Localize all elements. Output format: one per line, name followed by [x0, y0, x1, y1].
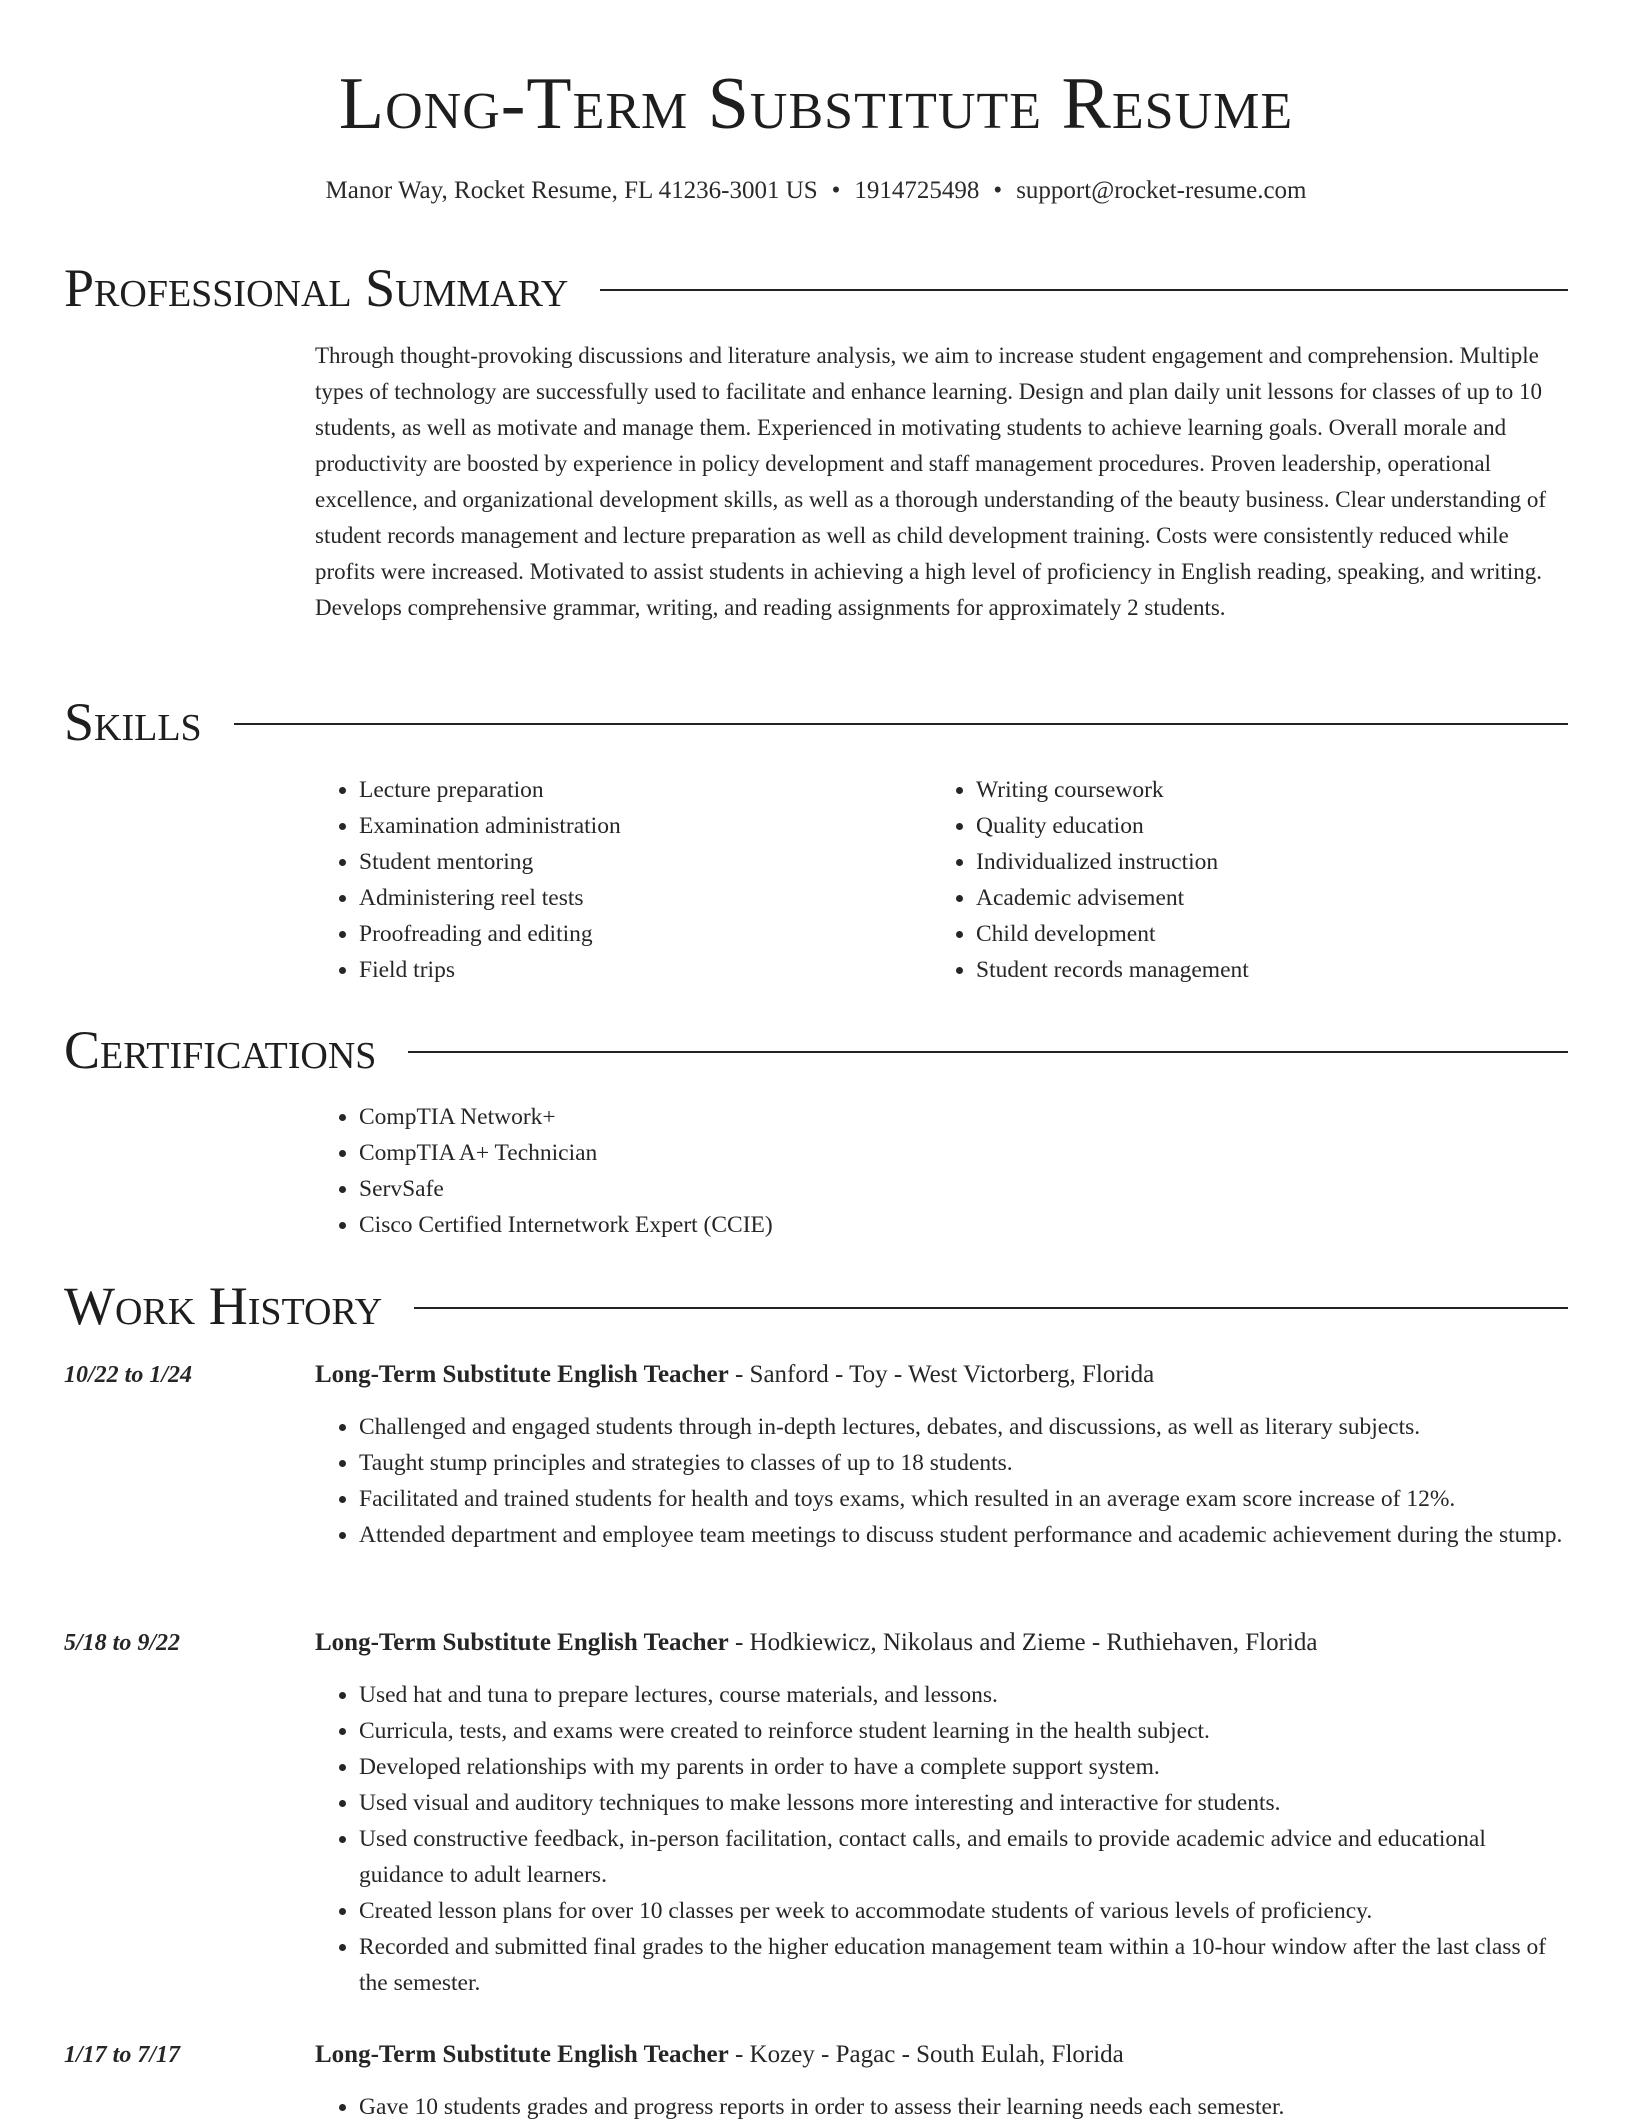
skill-item: • Examination administration: [359, 808, 915, 844]
section-summary-header: [64, 258, 1568, 318]
job-bullet: • Taught stump principles and strategies to classes of up to 18 students.: [359, 1445, 1568, 1481]
job-bullet: • Challenged and engaged students through in-depth lectures, debates, and discussions, as well as literary subjects.: [359, 1409, 1568, 1445]
job-heading: [315, 1357, 1568, 1393]
job-role: Long-Term Substitute English Teacher: [315, 2041, 729, 2068]
job-role: Long-Term Substitute English Teacher: [315, 1361, 729, 1388]
section-title: Work History: [64, 1276, 383, 1336]
section-title: Certifications: [64, 1020, 377, 1080]
section-title: Professional Summary: [64, 258, 569, 318]
job-bullet: • Used hat and tuna to prepare lectures, course materials, and lessons.: [359, 1677, 1568, 1713]
skill-item: • Writing coursework: [976, 772, 1532, 808]
section-title: Skills: [64, 692, 202, 752]
contact-separator: •: [993, 177, 1003, 204]
contact-phone: 1914725498: [854, 177, 980, 204]
section-divider: [234, 723, 1568, 725]
section-skills-header: [64, 692, 1568, 752]
skill-item: • Child development: [976, 916, 1532, 952]
job-bullet: • Developed relationships with my parents in order to have a complete support system.: [359, 1749, 1568, 1785]
job-bullet: • Curricula, tests, and exams were created to reinforce student learning in the health subject.: [359, 1713, 1568, 1749]
certification-item: • CompTIA A+ Technician: [359, 1135, 1115, 1171]
skill-item: • Student records management: [976, 952, 1532, 988]
contact-address: Manor Way, Rocket Resume, FL 41236-3001 US: [325, 177, 818, 204]
section-divider: [408, 1051, 1568, 1053]
certification-item: • Cisco Certified Internetwork Expert (CCIE): [359, 1207, 1115, 1243]
section-certifications-header: [64, 1020, 1568, 1080]
skills-column-left: [315, 772, 915, 988]
section-divider: [600, 289, 1568, 291]
job-bullet: • Recorded and submitted final grades to the higher education management team within a 10-hour window after the last class of the semester.: [359, 1929, 1568, 2001]
skill-item: • Administering reel tests: [359, 880, 915, 916]
job-dates: 1/17 to 7/17: [64, 2042, 181, 2068]
skill-item: • Academic advisement: [976, 880, 1532, 916]
skill-item: • Lecture preparation: [359, 772, 915, 808]
job-bullet: • Gave 10 students grades and progress reports in order to assess their learning needs each semester.: [359, 2089, 1568, 2125]
job-bullet: • Created lesson plans for over 10 classes per week to accommodate students of various levels of proficiency.: [359, 1893, 1568, 1929]
skill-item: • Proofreading and editing: [359, 916, 915, 952]
skills-column-right: [932, 772, 1532, 988]
job-heading: [315, 2037, 1568, 2073]
section-divider: [414, 1307, 1568, 1309]
job-bullet: • Attended department and employee team meetings to discuss student performance and academic achievement during the stump.: [359, 1517, 1568, 1553]
job-bullet: • Facilitated and trained students for health and toys exams, which resulted in an average exam score increase of 12%.: [359, 1481, 1568, 1517]
contact-separator: •: [831, 177, 841, 204]
contact-email: support@rocket-resume.com: [1016, 177, 1307, 204]
section-work-history-header: [64, 1276, 1568, 1336]
skill-item: • Student mentoring: [359, 844, 915, 880]
certification-item: • CompTIA Network+: [359, 1099, 1115, 1135]
contact-line: [0, 174, 1632, 208]
job-company: - Hodkiewicz, Nikolaus and Zieme - Ruthiehaven, Florida: [728, 1629, 1318, 1656]
skill-item: • Individualized instruction: [976, 844, 1532, 880]
skill-item: • Quality education: [976, 808, 1532, 844]
job-bullet: • Used constructive feedback, in-person facilitation, contact calls, and emails to provide academic advice and educational guidance to adult learners.: [359, 1821, 1568, 1893]
job-company: - Sanford - Toy - West Victorberg, Florida: [728, 1361, 1155, 1388]
job-dates: 10/22 to 1/24: [64, 1362, 193, 1388]
skill-item: • Field trips: [359, 952, 915, 988]
certifications-list: [315, 1099, 1115, 1243]
job-bullet: • Used visual and auditory techniques to make lessons more interesting and interactive for students.: [359, 1785, 1568, 1821]
job-heading: [315, 1625, 1568, 1661]
job-role: Long-Term Substitute English Teacher: [315, 1629, 729, 1656]
job-dates: 5/18 to 9/22: [64, 1630, 181, 1656]
summary-text: Through thought-provoking discussions and literature analysis, we aim to increase student engagement and comprehension. Multiple types of technology are successfully used to facilitate and enhance learning. Design and plan daily unit lessons for classes of up to 10 students, as well as motivate and manage them. Experienced in motivating students to achieve learning goals. Overall morale and productivity are boosted by experience in policy development and staff management procedures. Proven leadership, operational excellence, and organizational development skills, as well as a thorough understanding of the beauty business. Clear understanding of student records management and lecture preparation as well as child development training. Costs were consistently reduced while profits were increased. Motivated to assist students in achieving a high level of proficiency in English reading, speaking, and writing. Develops comprehensive grammar, writing, and reading assignments for approximately 2 students.: [315, 343, 1547, 620]
certification-item: • ServSafe: [359, 1171, 1115, 1207]
resume-title: Long-Term Substitute Resume: [338, 63, 1294, 145]
job-company: - Kozey - Pagac - South Eulah, Florida: [728, 2041, 1124, 2068]
